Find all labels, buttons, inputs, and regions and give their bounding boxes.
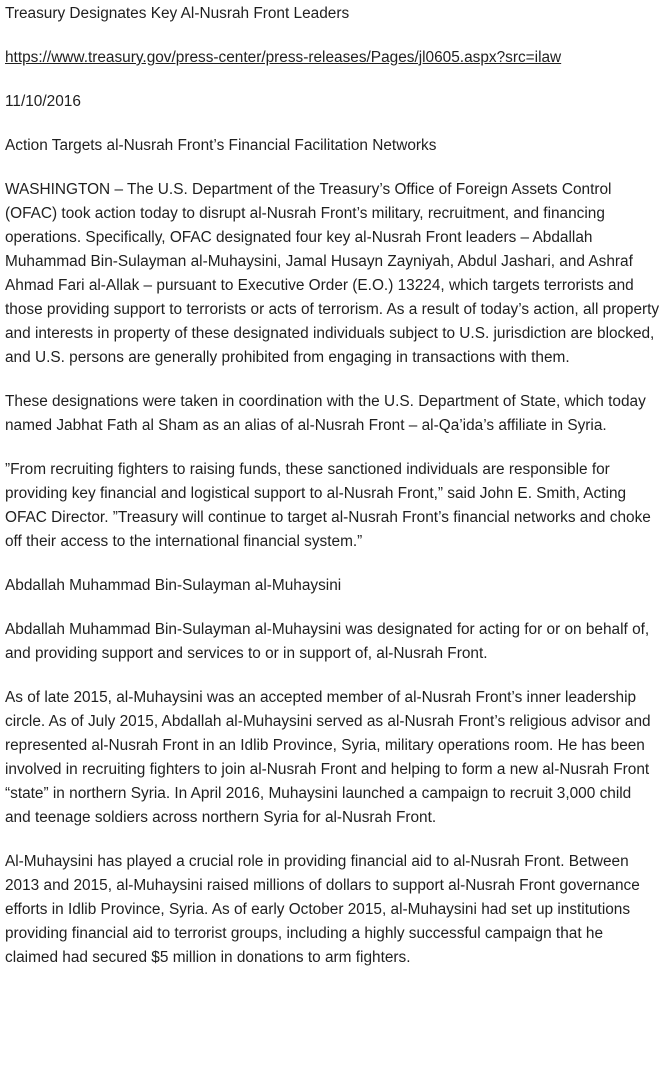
paragraph-leadership-role: As of late 2015, al-Muhaysini was an accepted member of al-Nusrah Front’s inner leadership circle. As of July 2015, Abdallah al-Muhaysini served as al-Nusrah Front’s religious advisor and represented al-Nusrah Front in an Idlib Province, Syria, military operations room. He has been involved in recruiting fighters to join al-Nusrah Front and helping to form a new al-Nusrah Front “state” in northern Syria. In April 2016, Muhaysini launched a campaign to recruit 3,000 child and teenage soldiers across northern Syria for al-Nusrah Front. [5,689,651,826]
paragraph-intro: WASHINGTON – The U.S. Department of the Treasury’s Office of Foreign Assets Control (OFAC) took action today to disrupt al-Nusrah Front’s military, recruitment, and financing operations. Specifically, OFAC designated four key al-Nusrah Front leaders – Abdallah Muhammad Bin-Sulayman al-Muhaysini, Jamal Husayn Zayniyah, Abdul Jashari, and Ashraf Ahmad Fari al-Allak – pursuant to Executive Order (E.O.) 13224, which targets terrorists and those providing support to terrorists or acts of terrorism. As a result of today’s action, all property and interests in property of these designated individuals subject to U.S. jurisdiction are blocked, and U.S. persons are generally prohibited from engaging in transactions with them. [5,181,660,366]
document-title: Treasury Designates Key Al-Nusrah Front Leaders [5,5,350,22]
document-subtitle: Action Targets al-Nusrah Front’s Financial Facilitation Networks [5,137,437,154]
document-date: 11/10/2016 [5,93,81,110]
paragraph-financial-role: Al-Muhaysini has played a crucial role in providing financial aid to al-Nusrah Front. Between 2013 and 2015, al-Muhaysini raised millions of dollars to support al-Nusrah Front governance efforts in Idlib Province, Syria. As of early October 2015, al-Muhaysini had set up institutions providing financial aid to terrorist groups, including a highly successful campaign that he claimed had secured $5 million in donations to arm fighters. [5,853,640,966]
paragraph-quote: ”From recruiting fighters to raising funds, these sanctioned individuals are responsible for providing key financial and logistical support to al-Nusrah Front,” said John E. Smith, Acting OFAC Director. ”Treasury will continue to target al-Nusrah Front’s financial networks and choke off their access to the international financial system.” [5,461,651,550]
source-link[interactable]: https://www.treasury.gov/press-center/press-releases/Pages/jl0605.aspx?src=ilaw [5,49,562,66]
section-heading-muhaysini: Abdallah Muhammad Bin-Sulayman al-Muhaysini [5,577,342,594]
source-link-line [5,46,660,70]
paragraph-designation-basis: Abdallah Muhammad Bin-Sulayman al-Muhaysini was designated for acting for or on behalf of, and providing support and services to or in support of, al-Nusrah Front. [5,621,650,662]
paragraph-coordination: These designations were taken in coordination with the U.S. Department of State, which today named Jabhat Fath al Sham as an alias of al-Nusrah Front – al-Qa’ida’s affiliate in Syria. [5,393,646,434]
